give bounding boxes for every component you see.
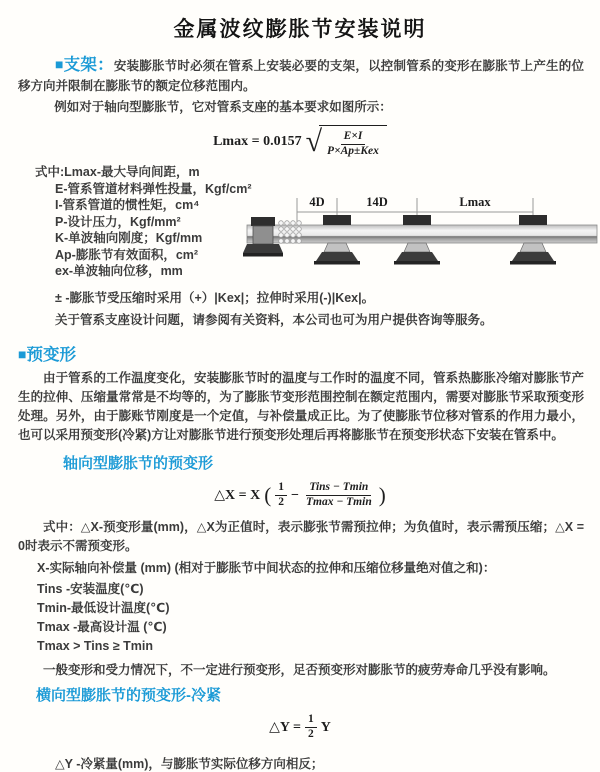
plus-minus-note: ± -膨胀节受压缩时采用（+）|Kex|；拉伸时采用(-)|Kex|。 <box>55 290 375 305</box>
support-section-heading <box>55 56 114 74</box>
support-heading-label: 支架： <box>63 56 114 74</box>
square-bullet-icon: ■ <box>55 56 64 72</box>
support-foot <box>512 252 554 261</box>
axial-formula-explanation: 式中：△X-预变形量(mm)，△X为正值时，表示膨张节需预拉伸；为负值时，表示需预压缩；△X = 0时表示不需预变形。 <box>18 519 584 553</box>
lmax-formula-lhs: Lmax = 0.0157 <box>213 134 302 149</box>
preform-section-heading <box>18 341 600 365</box>
support-base <box>394 261 440 265</box>
half-denominator: 2 <box>307 728 314 740</box>
square-bullet-icon: ■ <box>18 345 27 362</box>
lmax-formula-numerator: E×I <box>341 130 366 145</box>
consult-note: 关于管系支座设计问题，请参阅有关资料，本公司也可为用户提供咨询等服务。 <box>55 312 493 327</box>
axial-preform-formula <box>0 482 600 510</box>
lateral-note: △Y -冷紧量(mm)，与膨胀节实际位移方向相反； <box>55 756 324 771</box>
anchor-clamp <box>251 217 275 226</box>
axial-formula-lhs: △X = X <box>214 488 261 503</box>
support-saddle <box>520 243 546 252</box>
definition-line-i: I-管系管道的惯性矩，cm⁴ <box>55 198 200 212</box>
definition-line-k: K-单波轴向刚度；Kgf/mm <box>55 231 203 245</box>
tmin-definition: Tmin-最低设计温度(℃) <box>37 600 170 615</box>
support-intro-paragraph <box>18 55 584 96</box>
support-base <box>510 261 556 265</box>
tmax-definition: Tmax -最高设计温 (℃) <box>37 619 167 634</box>
preform-paragraph: 由于管系的工作温度变化，安装膨胀节时的温度与工作时的温度不同，管系热膨胀冷缩对膨胀节产生的拉伸、压缩量常常是不均等的，为了膨胀节变形范围控制在额定范围内，需要对膨胀节采取预变形处理。另外，由于膨账节刚度是一个定值，与补偿量成正比。为了使膨胀节位移对管系的作用力最小，也可以采用预变形(冷紧)方让对膨胀节进行预变形处理后再将膨胀节在预变形状态下安装在管系中。 <box>18 370 584 442</box>
one-half-fraction <box>275 481 287 510</box>
temperature-fraction <box>303 481 375 510</box>
pipe-support-diagram <box>243 193 599 288</box>
definition-line-ap: Ap-膨胀节有效面积，cm² <box>55 247 199 262</box>
half-numerator: 1 <box>275 481 287 496</box>
support-saddle <box>404 243 430 252</box>
open-paren: ( <box>264 483 272 507</box>
lateral-preform-formula <box>0 714 600 742</box>
temperature-denominator: Tmax − Tmin <box>305 496 372 508</box>
support-foot <box>316 252 358 261</box>
minus-sign: − <box>290 487 299 503</box>
support-clamp <box>323 215 351 225</box>
tins-definition: Tins -安装温度(℃) <box>37 581 144 596</box>
axial-general-note: 一般变形和受力情况下，不一定进行预变形，足否预变形对膨胀节的疲劳寿命几乎没有影响。 <box>43 662 556 677</box>
support-clamp <box>519 215 547 225</box>
temperature-inequality: Tmax > Tins ≥ Tmin <box>37 638 154 653</box>
anchor-foot <box>243 244 283 253</box>
lateral-formula-lhs: △Y = <box>269 720 301 735</box>
pipe-support-diagram-svg <box>243 193 599 288</box>
temperature-numerator: Tins − Tmin <box>306 481 371 496</box>
definition-line-e: E-管系管道材料弹性投量，Kgf/cm² <box>55 181 252 196</box>
support-base <box>314 261 360 265</box>
half-numerator: 1 <box>305 713 317 728</box>
page-title: 金属波纹膨胀节安装说明 <box>173 18 427 41</box>
lmax-formula-denominator: P×Ap±Kex <box>327 145 379 157</box>
dimension-label-14d: 14D <box>366 195 388 209</box>
lmax-formula <box>0 124 600 160</box>
definition-line-ex: ex-单波轴向位移，mm <box>55 264 183 278</box>
definition-line-p: P-设计压力，Kgf/mm² <box>55 214 181 229</box>
anchor-base <box>243 253 283 257</box>
preform-heading-label: 预变形 <box>26 345 76 364</box>
temperature-definitions <box>37 580 600 656</box>
close-paren: ) <box>378 483 386 507</box>
sqrt-sign-icon: √ <box>305 125 323 158</box>
one-half-fraction <box>305 713 317 742</box>
support-clamp <box>403 215 431 225</box>
sqrt-radical <box>306 125 387 159</box>
support-saddle <box>324 243 350 252</box>
support-example-line: 例如对于轴向型膨胀节，它对管系支座的基本要求如图所示： <box>54 100 392 114</box>
half-denominator: 2 <box>278 496 284 508</box>
support-foot <box>396 252 438 261</box>
x-definition-line: X-实际轴向补偿量 (mm) (相对于膨胀节中间状态的拉伸和压缩位移量绝对值之和)： <box>37 560 496 575</box>
definitions-label-line: 式中:Lmax-最大导向间距，m <box>35 165 200 179</box>
dimension-label-lmax: Lmax <box>459 195 491 209</box>
support-intro-text: 安装膨胀节时必须在管系上安装必要的支架，以控制管系的变形在膨胀节上产生的位移方向并限制在膨胀节的额定位移范围内。 <box>18 59 584 93</box>
anchor-body <box>253 226 273 244</box>
lateral-formula-rhs: Y <box>320 719 331 735</box>
dimension-label-4d: 4D <box>309 195 325 209</box>
lateral-preform-subheading: 横向型膨胀节的预变形-冷紧 <box>36 686 221 704</box>
axial-preform-subheading: 轴向型膨胀节的预变形 <box>63 454 214 472</box>
